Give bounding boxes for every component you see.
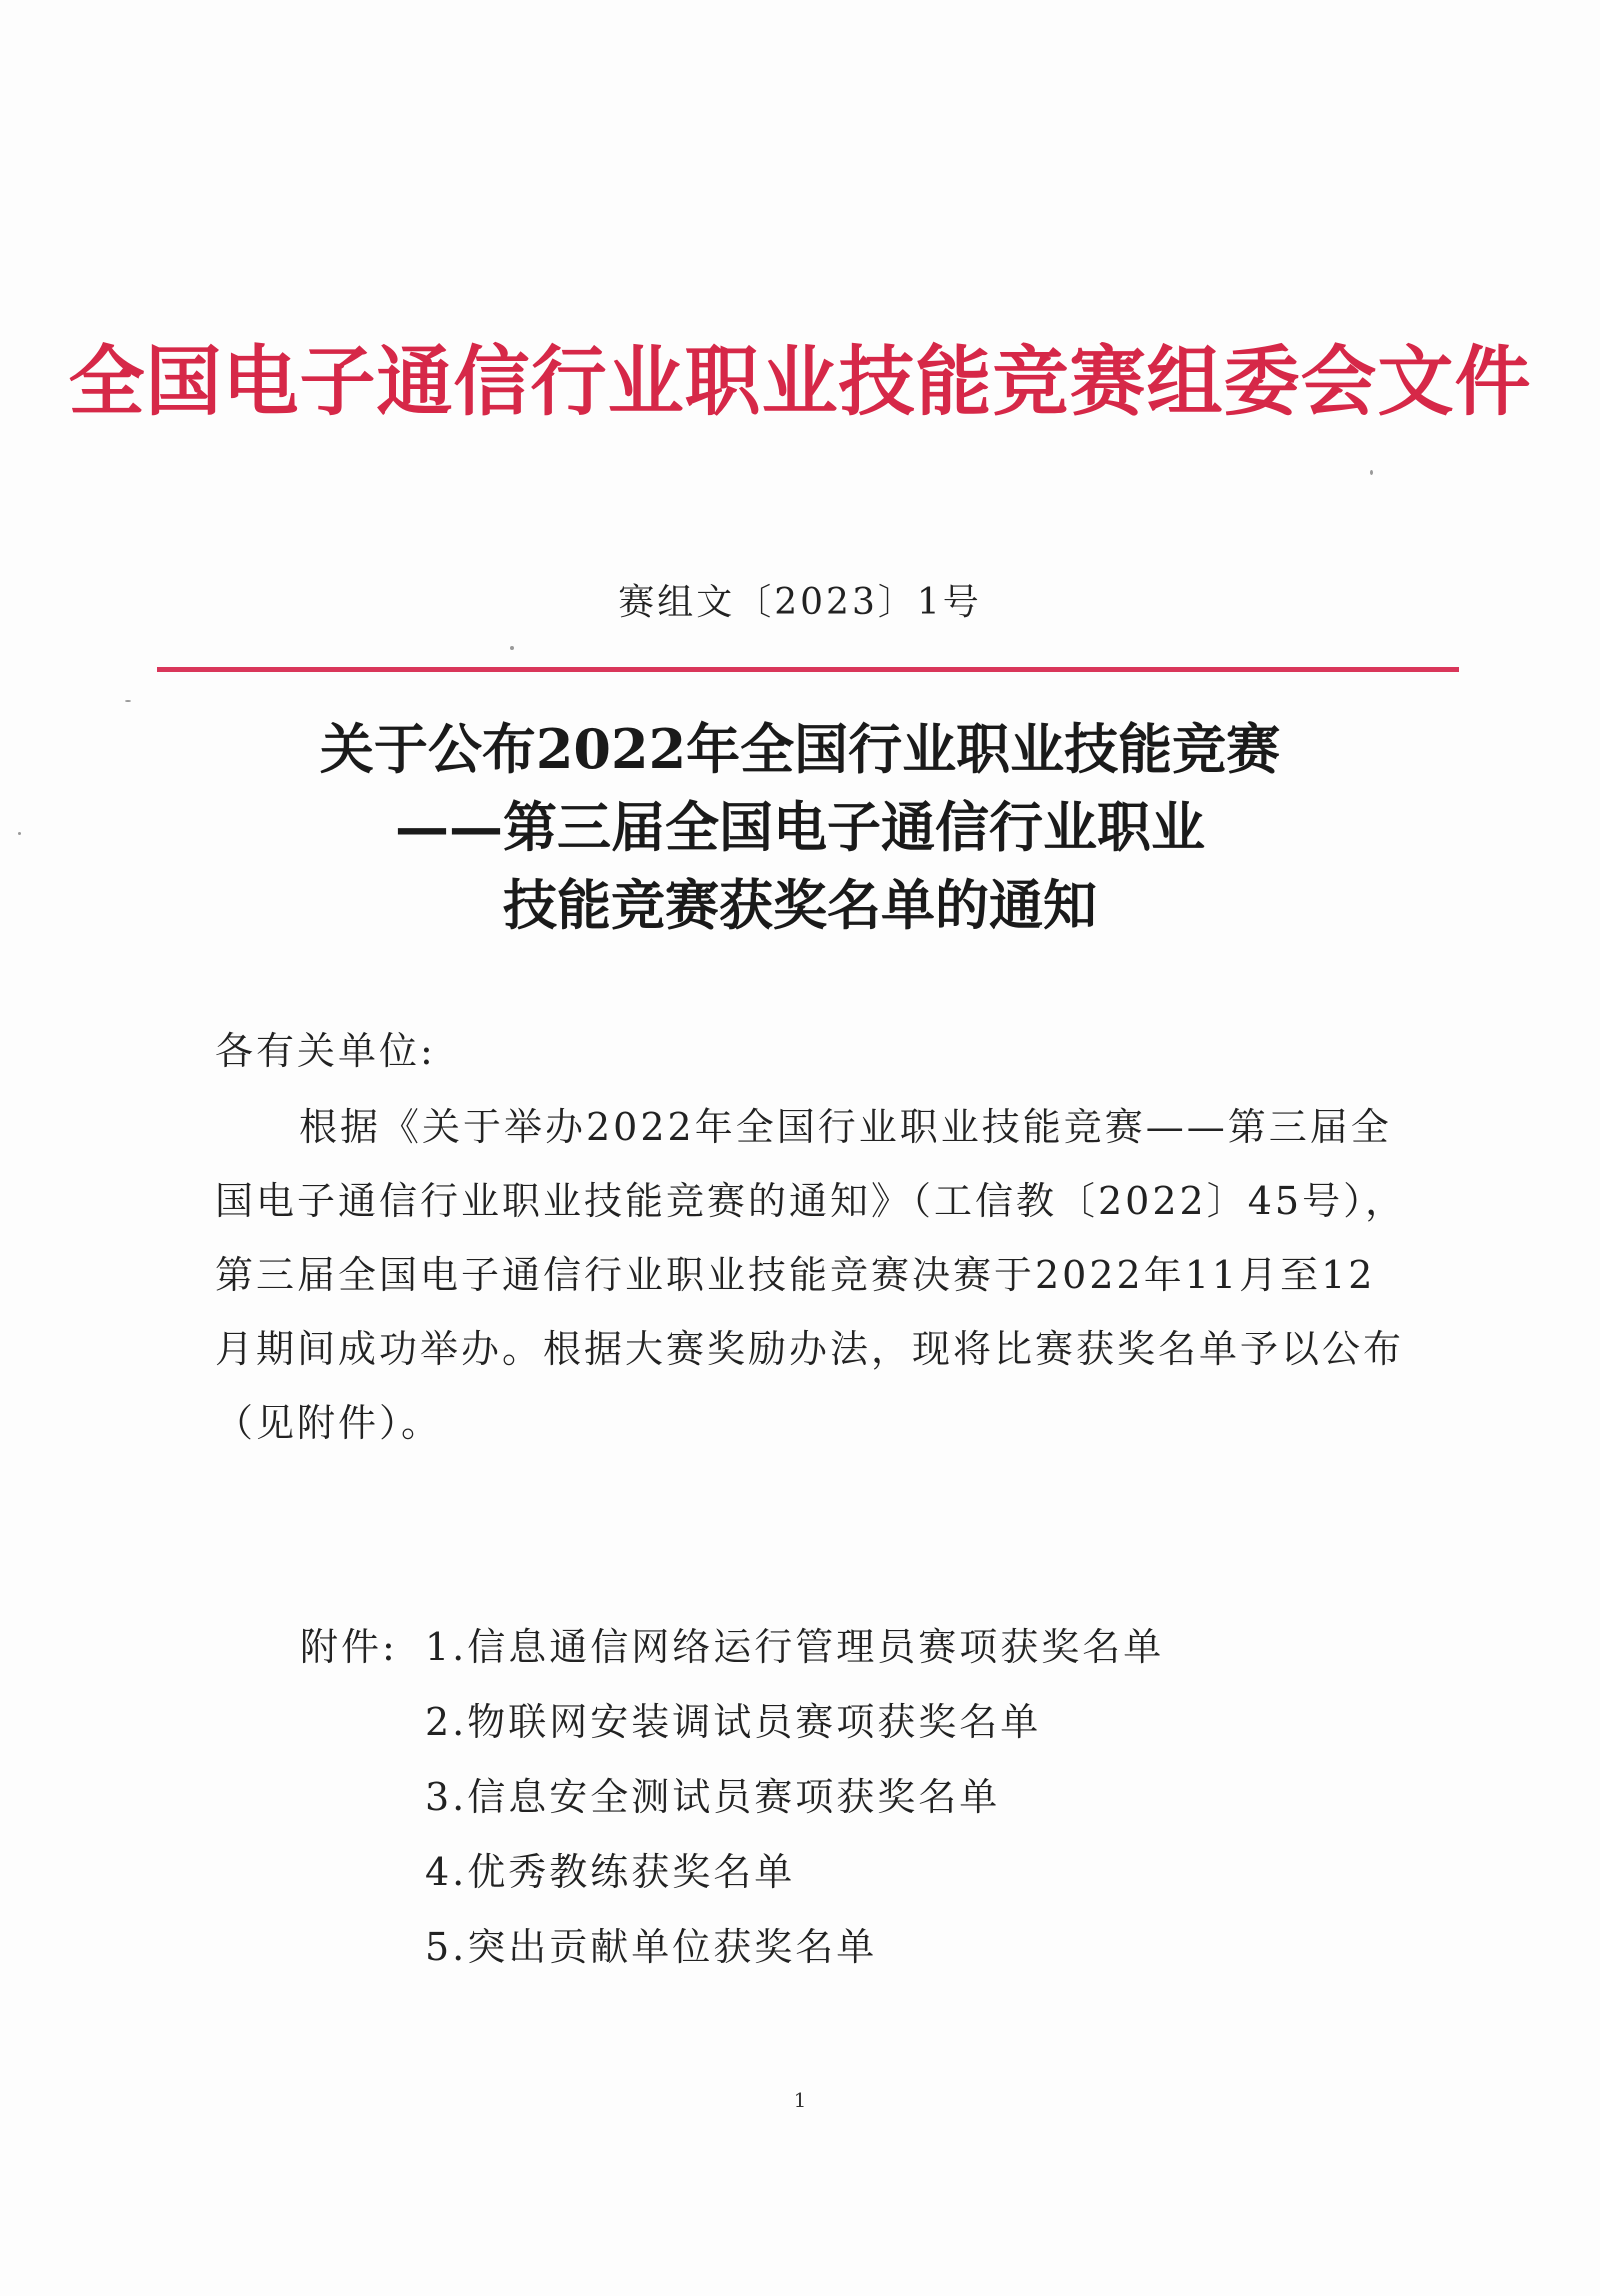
attachment-row (300, 1760, 1164, 1835)
body-line: 月期间成功举办。根据大赛奖励办法，现将比赛获奖名单予以公布 (215, 1327, 1405, 1371)
notice-title (0, 710, 1600, 944)
attachments-list (300, 1610, 1164, 1985)
attachment-row (300, 1835, 1164, 1910)
scan-speck (510, 646, 514, 650)
scan-speck (125, 700, 131, 702)
attachment-item: 3.信息安全测试员赛项获奖名单 (425, 1775, 1001, 1819)
issuer-red-header: 全国电子通信行业职业技能竞赛组委会文件 (68, 337, 1532, 426)
title-line: 关于公布2022年全国行业职业技能竞赛 (319, 717, 1281, 781)
salutation: 各有关单位: (215, 1029, 436, 1073)
title-line: ——第三届全国电子通信行业职业 (395, 795, 1205, 859)
body-line: 国电子通信行业职业技能竞赛的通知》（工信教〔2022〕45号）， (215, 1179, 1407, 1223)
body-line: 第三届全国电子通信行业职业技能竞赛决赛于2022年11月至12 (215, 1253, 1376, 1297)
attachment-item: 1.信息通信网络运行管理员赛项获奖名单 (425, 1625, 1165, 1669)
body-line: （见附件）。 (215, 1401, 443, 1445)
body-paragraph (215, 1090, 1445, 1460)
attachment-row (300, 1610, 1164, 1685)
attachment-item: 5.突出贡献单位获奖名单 (425, 1925, 878, 1969)
document-number: 赛组文〔2023〕1号 (618, 582, 982, 623)
attachment-item: 2.物联网安装调试员赛项获奖名单 (425, 1700, 1042, 1744)
page-number: 1 (793, 2088, 807, 2112)
attachments-label: 附件: (300, 1625, 398, 1669)
red-divider-line (157, 667, 1459, 672)
body-line: 根据《关于举办2022年全国行业职业技能竞赛——第三届全 (299, 1105, 1392, 1149)
scan-speck (1370, 470, 1373, 475)
attachment-item: 4.优秀教练获奖名单 (425, 1850, 796, 1894)
title-line: 技能竞赛获奖名单的通知 (503, 873, 1097, 937)
attachment-row (300, 1685, 1164, 1760)
attachment-row (300, 1910, 1164, 1985)
